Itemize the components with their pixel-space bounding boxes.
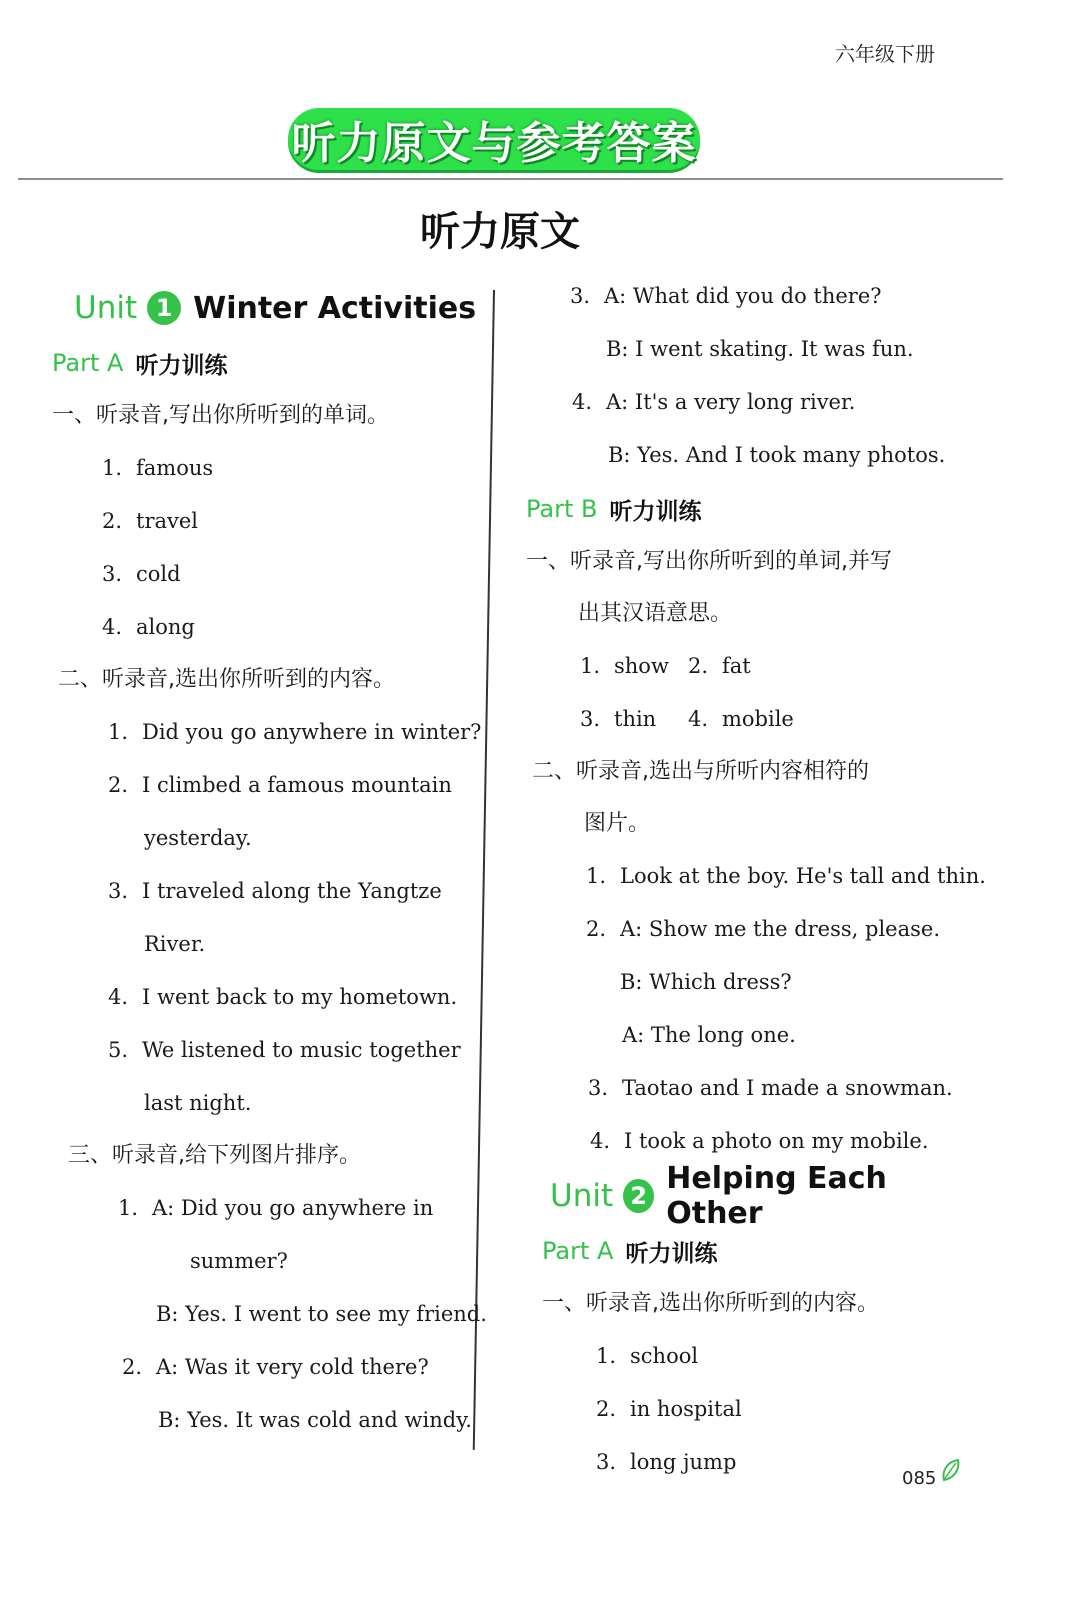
dialogue-line: B: Yes. I went to see my friend. [156, 1302, 487, 1326]
list-item: 3. long jump [596, 1450, 737, 1474]
word-pair: 1. show 2. fat [580, 654, 751, 678]
section-title-continued: 图片。 [584, 811, 651, 836]
part-title: 听力训练 [135, 352, 228, 379]
section-title: 一、听录音,写出你所听到的单词,并写 [526, 549, 892, 574]
part-label: Part A [542, 1237, 614, 1265]
unit-number-badge: 1 [147, 291, 181, 325]
list-item: 3. I traveled along the Yangtze [108, 879, 442, 903]
dialogue-line: A: The long one. [622, 1023, 796, 1047]
word-pair: 3. thin 4. mobile [580, 707, 794, 731]
dialogue-item: 3. A: What did you do there? [570, 284, 882, 308]
section-title-continued: 出其汉语意思。 [578, 601, 733, 626]
dialogue-item: 4. A: It's a very long river. [572, 390, 856, 414]
list-item: 2. A: Show me the dress, please. [586, 917, 941, 941]
dialogue-item: 1. A: Did you go anywhere in [118, 1196, 434, 1220]
dialogue-line: B: Yes. And I took many photos. [608, 443, 946, 467]
list-item: 3. cold [102, 562, 181, 586]
unit-1-heading [52, 280, 492, 336]
dialogue-item: 2. A: Was it very cold there? [122, 1355, 429, 1379]
section-title: 二、听录音,选出与所听内容相符的 [532, 759, 869, 784]
unit-number-badge: 2 [623, 1179, 654, 1213]
part-b-heading [526, 482, 966, 536]
unit-word: Unit [74, 290, 138, 326]
unit-word: Unit [550, 1178, 614, 1214]
part-label: Part B [526, 495, 598, 523]
list-item: 4. I took a photo on my mobile. [590, 1129, 929, 1153]
list-item: 1. famous [102, 456, 214, 480]
list-item: 1. Look at the boy. He's tall and thin. [586, 864, 986, 888]
part-a-heading [526, 1224, 966, 1278]
dialogue-line: B: I went skating. It was fun. [606, 337, 914, 361]
left-column [52, 280, 492, 1447]
list-item: 2. in hospital [596, 1397, 742, 1421]
unit-title: Winter Activities [193, 290, 477, 326]
unit-title: Helping Each Other [666, 1161, 887, 1231]
section-title: 三、听录音,给下列图片排序。 [68, 1143, 361, 1168]
list-item: 1. school [596, 1344, 699, 1368]
section-title: 二、听录音,选出你所听到的内容。 [58, 667, 395, 692]
section-title: 一、听录音,写出你所听到的单词。 [52, 403, 389, 428]
list-item: 4. I went back to my hometown. [108, 985, 458, 1009]
header-rule [18, 178, 1003, 180]
dialogue-line: B: Which dress? [620, 970, 792, 994]
list-item: 3. Taotao and I made a snowman. [588, 1076, 953, 1100]
list-item: 2. I climbed a famous mountain [108, 773, 452, 797]
part-label: Part A [52, 349, 124, 377]
part-a-heading [52, 336, 492, 390]
section-banner: 听力原文与参考答案 [288, 108, 700, 170]
section-title: 一、听录音,选出你所听到的内容。 [542, 1291, 879, 1316]
list-item: 4. along [102, 615, 195, 639]
list-item: 5. We listened to music together [108, 1038, 461, 1062]
list-item-continued: last night. [144, 1091, 252, 1115]
right-column [526, 270, 986, 1489]
list-item: 2. travel [102, 509, 199, 533]
list-item-continued: River. [144, 932, 206, 956]
leaf-icon [940, 1458, 962, 1482]
page-title: 听力原文 [420, 209, 580, 255]
grade-label: 六年级下册 [835, 42, 935, 66]
page-number: 085 [902, 1468, 937, 1489]
list-item-continued: yesterday. [144, 826, 252, 850]
list-item: 1. Did you go anywhere in winter? [108, 720, 482, 744]
part-title: 听力训练 [625, 1240, 718, 1267]
dialogue-line: summer? [190, 1249, 288, 1273]
dialogue-line: B: Yes. It was cold and windy. [158, 1408, 472, 1432]
part-title: 听力训练 [609, 498, 702, 525]
unit-2-heading [526, 1161, 966, 1231]
